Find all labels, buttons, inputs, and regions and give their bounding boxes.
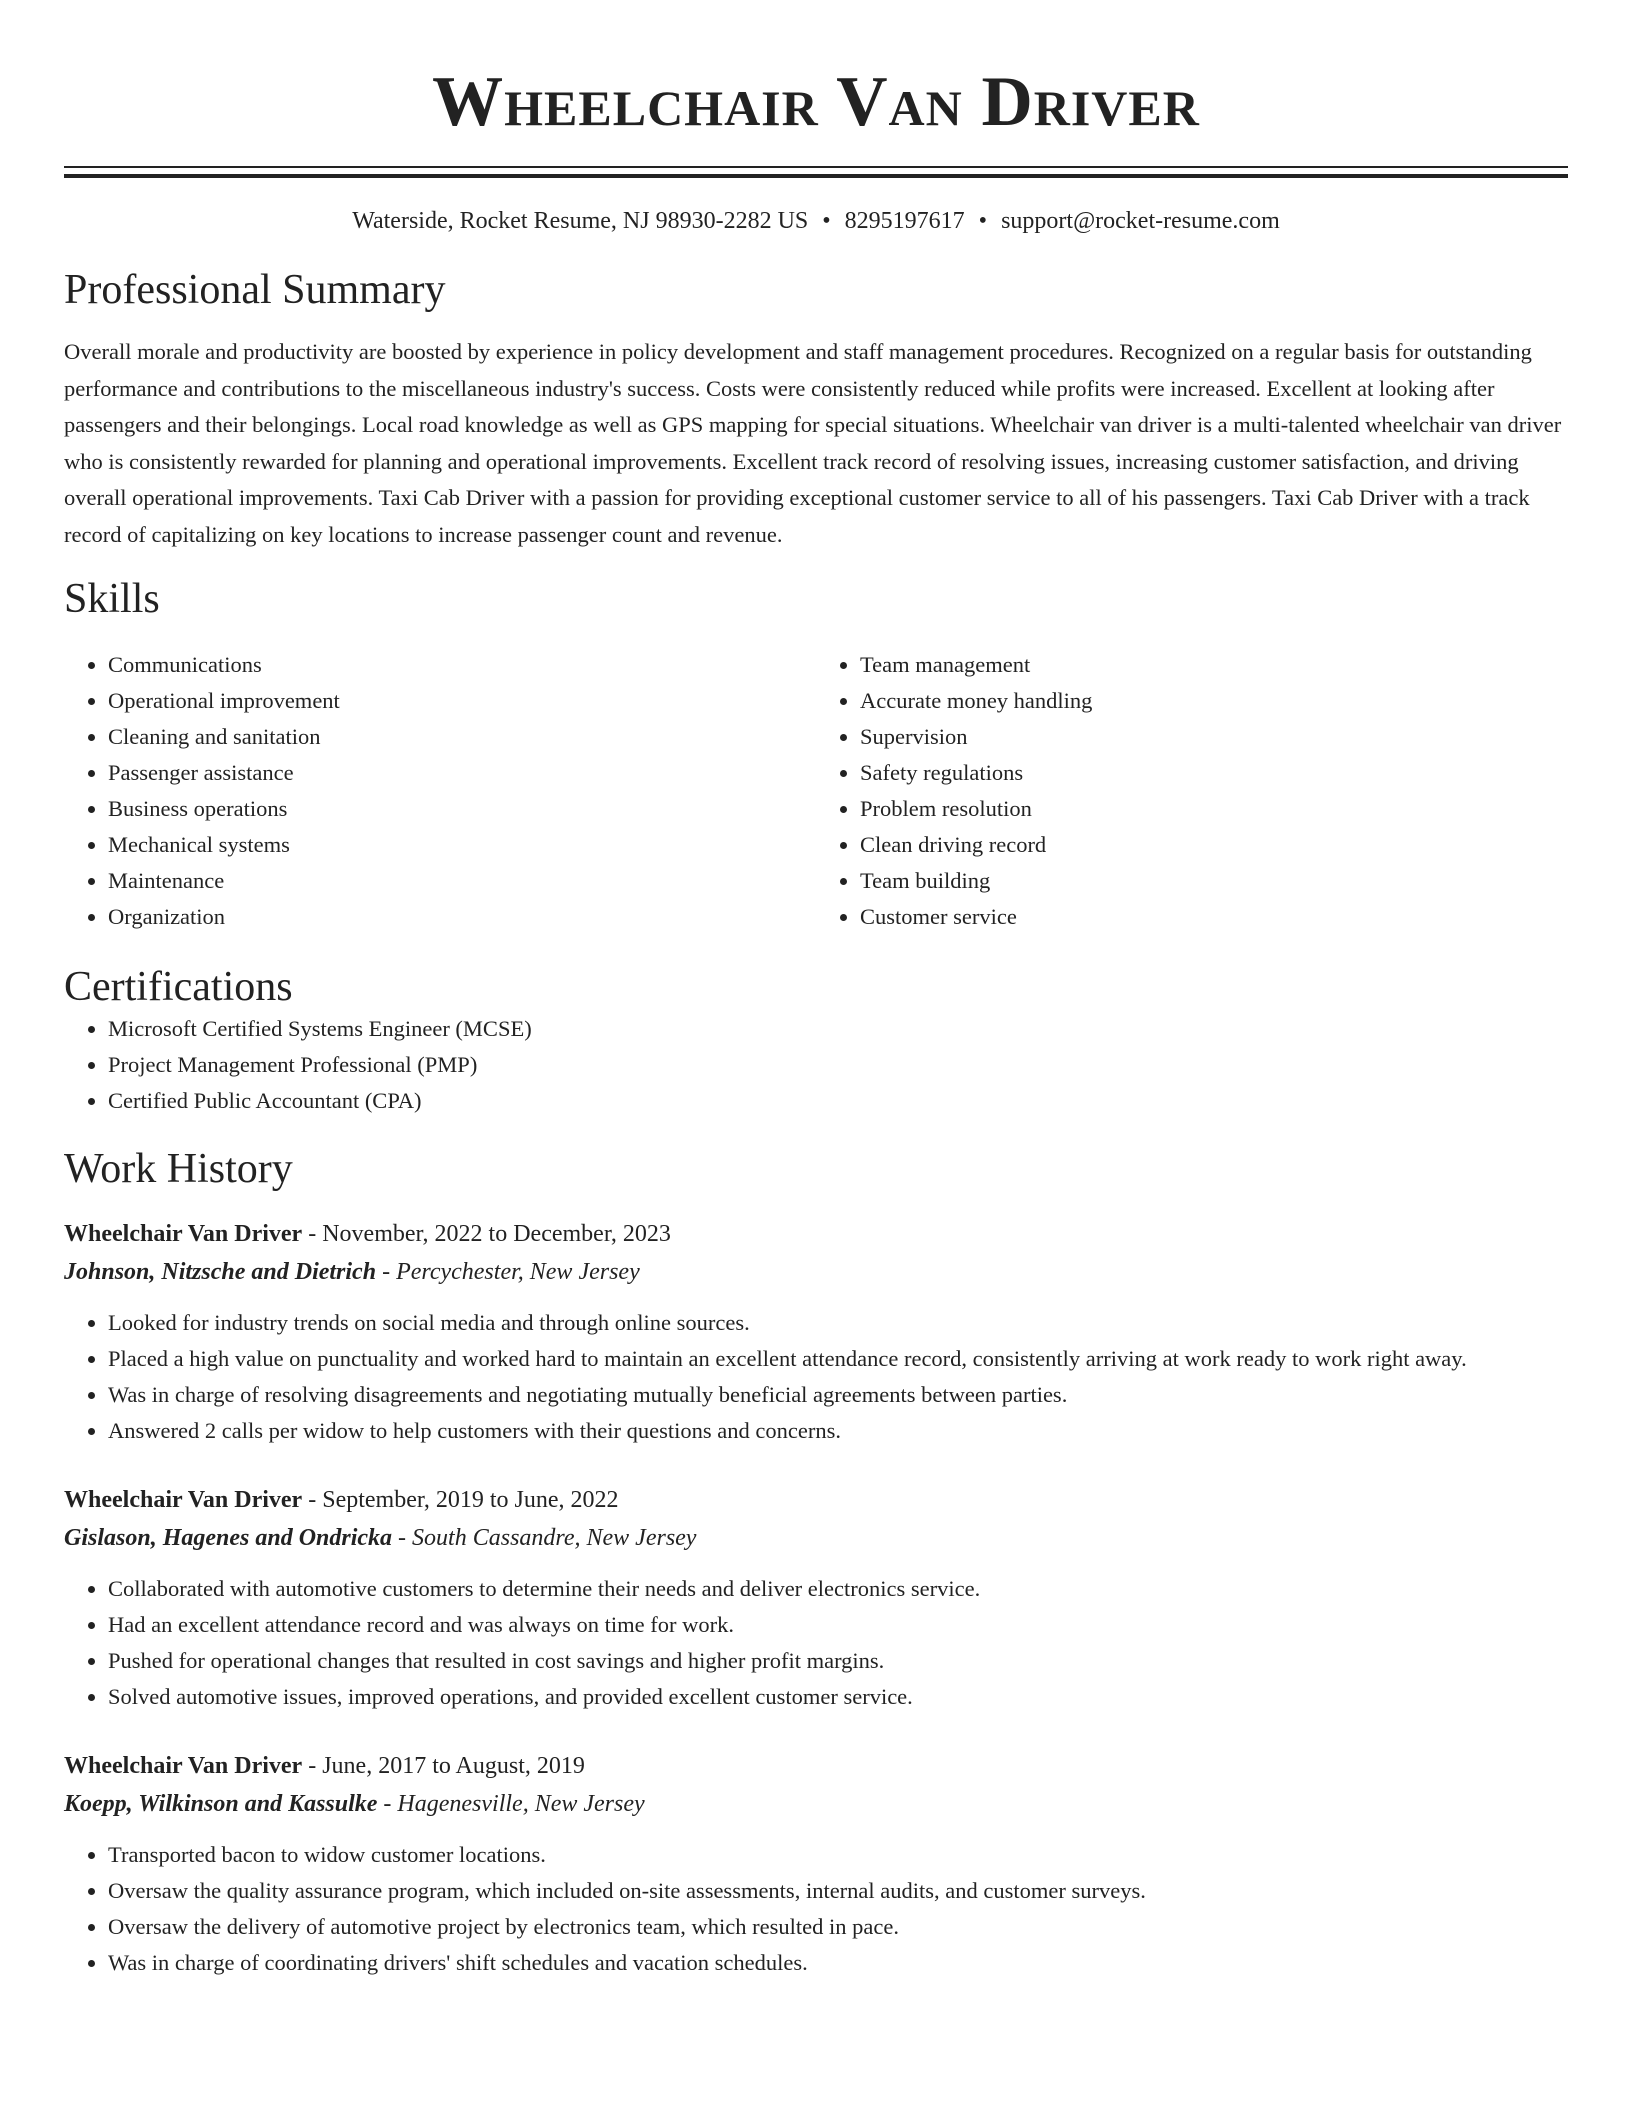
job-dash: - [308,1487,317,1513]
skills-heading: Skills [64,576,160,622]
job-dash: - [383,1791,392,1817]
job-entry [64,1215,1568,1449]
job-bullet: • Was in charge of resolving disagreements and negotiating mutually beneficial agreements between parties. [108,1377,1568,1413]
job-title-line [64,1215,1568,1253]
skill-item: • Team management [860,647,1568,683]
skill-item: • Operational improvement [108,683,816,719]
skills-list-right [816,647,1568,935]
skill-item: • Organization [108,899,816,935]
job-company-line [64,1253,1568,1291]
job-company: Johnson, Nitzsche and Dietrich [64,1259,377,1285]
job-dash: - [308,1221,317,1247]
contact-email: support@rocket-resume.com [1001,208,1280,234]
skill-item: • Mechanical systems [108,827,816,863]
work-history-heading: Work History [64,1146,293,1192]
job-bullets [64,1837,1568,1981]
skill-item: • Cleaning and sanitation [108,719,816,755]
job-bullet: • Answered 2 calls per widow to help customers with their questions and concerns. [108,1413,1568,1449]
job-company-line [64,1785,1568,1823]
certifications-heading: Certifications [64,964,293,1010]
job-bullet: • Pushed for operational changes that resulted in cost savings and higher profit margins. [108,1643,1568,1679]
skill-item: • Safety regulations [860,755,1568,791]
job-dash: - [382,1259,391,1285]
contact-line [64,206,1568,236]
job-bullets [64,1305,1568,1449]
job-title: Wheelchair Van Driver [64,1487,303,1513]
job-company-line [64,1519,1568,1557]
job-bullet: • Was in charge of coordinating drivers' shift schedules and vacation schedules. [108,1945,1568,1981]
contact-separator: • [822,208,831,234]
skills-columns [64,647,1568,935]
job-bullet: • Solved automotive issues, improved operations, and provided excellent customer service. [108,1679,1568,1715]
job-bullet: • Looked for industry trends on social media and through online sources. [108,1305,1568,1341]
certification-item: • Project Management Professional (PMP) [108,1047,1568,1083]
skill-item: • Team building [860,863,1568,899]
job-title-line [64,1747,1568,1785]
certification-item: • Certified Public Accountant (CPA) [108,1083,1568,1119]
job-company: Gislason, Hagenes and Ondricka [64,1525,393,1551]
job-location: Percychester, New Jersey [396,1259,640,1285]
job-location: Hagenesville, New Jersey [397,1791,645,1817]
header-divider-thick [64,174,1568,178]
job-bullet: • Oversaw the quality assurance program, which included on-site assessments, internal audits, and customer surveys. [108,1873,1568,1909]
summary-heading: Professional Summary [64,267,446,313]
summary-text: Overall morale and productivity are boosted by experience in policy development and staff management procedures. Recognized on a regular basis for outstanding performance and contributions to the miscellaneous industry's success. Costs were consistently reduced while profits were increased. Excellent at looking after passengers and their belongings. Local road knowledge as well as GPS mapping for special situations. Wheelchair van driver is a multi-talented wheelchair van driver who is consistently rewarded for planning and operational improvements. Excellent track record of resolving issues, increasing customer satisfaction, and driving overall operational improvements. Taxi Cab Driver with a passion for providing exceptional customer service to all of his passengers. Taxi Cab Driver with a track record of capitalizing on key locations to increase passenger count and revenue. [64,339,1562,547]
skill-item: • Maintenance [108,863,816,899]
skill-item: • Clean driving record [860,827,1568,863]
job-dash: - [308,1753,317,1779]
job-dates: June, 2017 to August, 2019 [322,1753,585,1779]
resume-page [64,0,1568,1981]
job-title-line [64,1481,1568,1519]
job-bullet: • Collaborated with automotive customers to determine their needs and deliver electronics service. [108,1571,1568,1607]
skill-item: • Accurate money handling [860,683,1568,719]
skill-item: • Passenger assistance [108,755,816,791]
skills-list-left [64,647,816,935]
contact-separator: • [978,208,988,234]
job-title: Wheelchair Van Driver [64,1753,303,1779]
job-dates: September, 2019 to June, 2022 [322,1487,619,1513]
job-bullet: • Transported bacon to widow customer locations. [108,1837,1568,1873]
job-bullet: • Had an excellent attendance record and was always on time for work. [108,1607,1568,1643]
skill-item: • Communications [108,647,816,683]
job-bullets [64,1571,1568,1715]
job-title: Wheelchair Van Driver [64,1221,303,1247]
job-bullet: • Oversaw the delivery of automotive project by electronics team, which resulted in pace. [108,1909,1568,1945]
skill-item: • Supervision [860,719,1568,755]
job-dash: - [398,1525,407,1551]
contact-address: Waterside, Rocket Resume, NJ 98930-2282 US [352,208,809,234]
job-company: Koepp, Wilkinson and Kassulke [64,1791,378,1817]
job-dates: November, 2022 to December, 2023 [322,1221,671,1247]
certifications-list [64,1011,1568,1119]
certification-item: • Microsoft Certified Systems Engineer (MCSE) [108,1011,1568,1047]
header-divider-thin [64,166,1568,168]
skill-item: • Customer service [860,899,1568,935]
skill-item: • Business operations [108,791,816,827]
contact-phone: 8295197617 [844,208,965,234]
skill-item: • Problem resolution [860,791,1568,827]
job-bullet: • Placed a high value on punctuality and worked hard to maintain an excellent attendance record, consistently arriving at work ready to work right away. [108,1341,1568,1377]
job-location: South Cassandre, New Jersey [412,1525,697,1551]
job-entry [64,1747,1568,1981]
resume-name: Wheelchair Van Driver [432,63,1200,141]
job-entry [64,1481,1568,1715]
